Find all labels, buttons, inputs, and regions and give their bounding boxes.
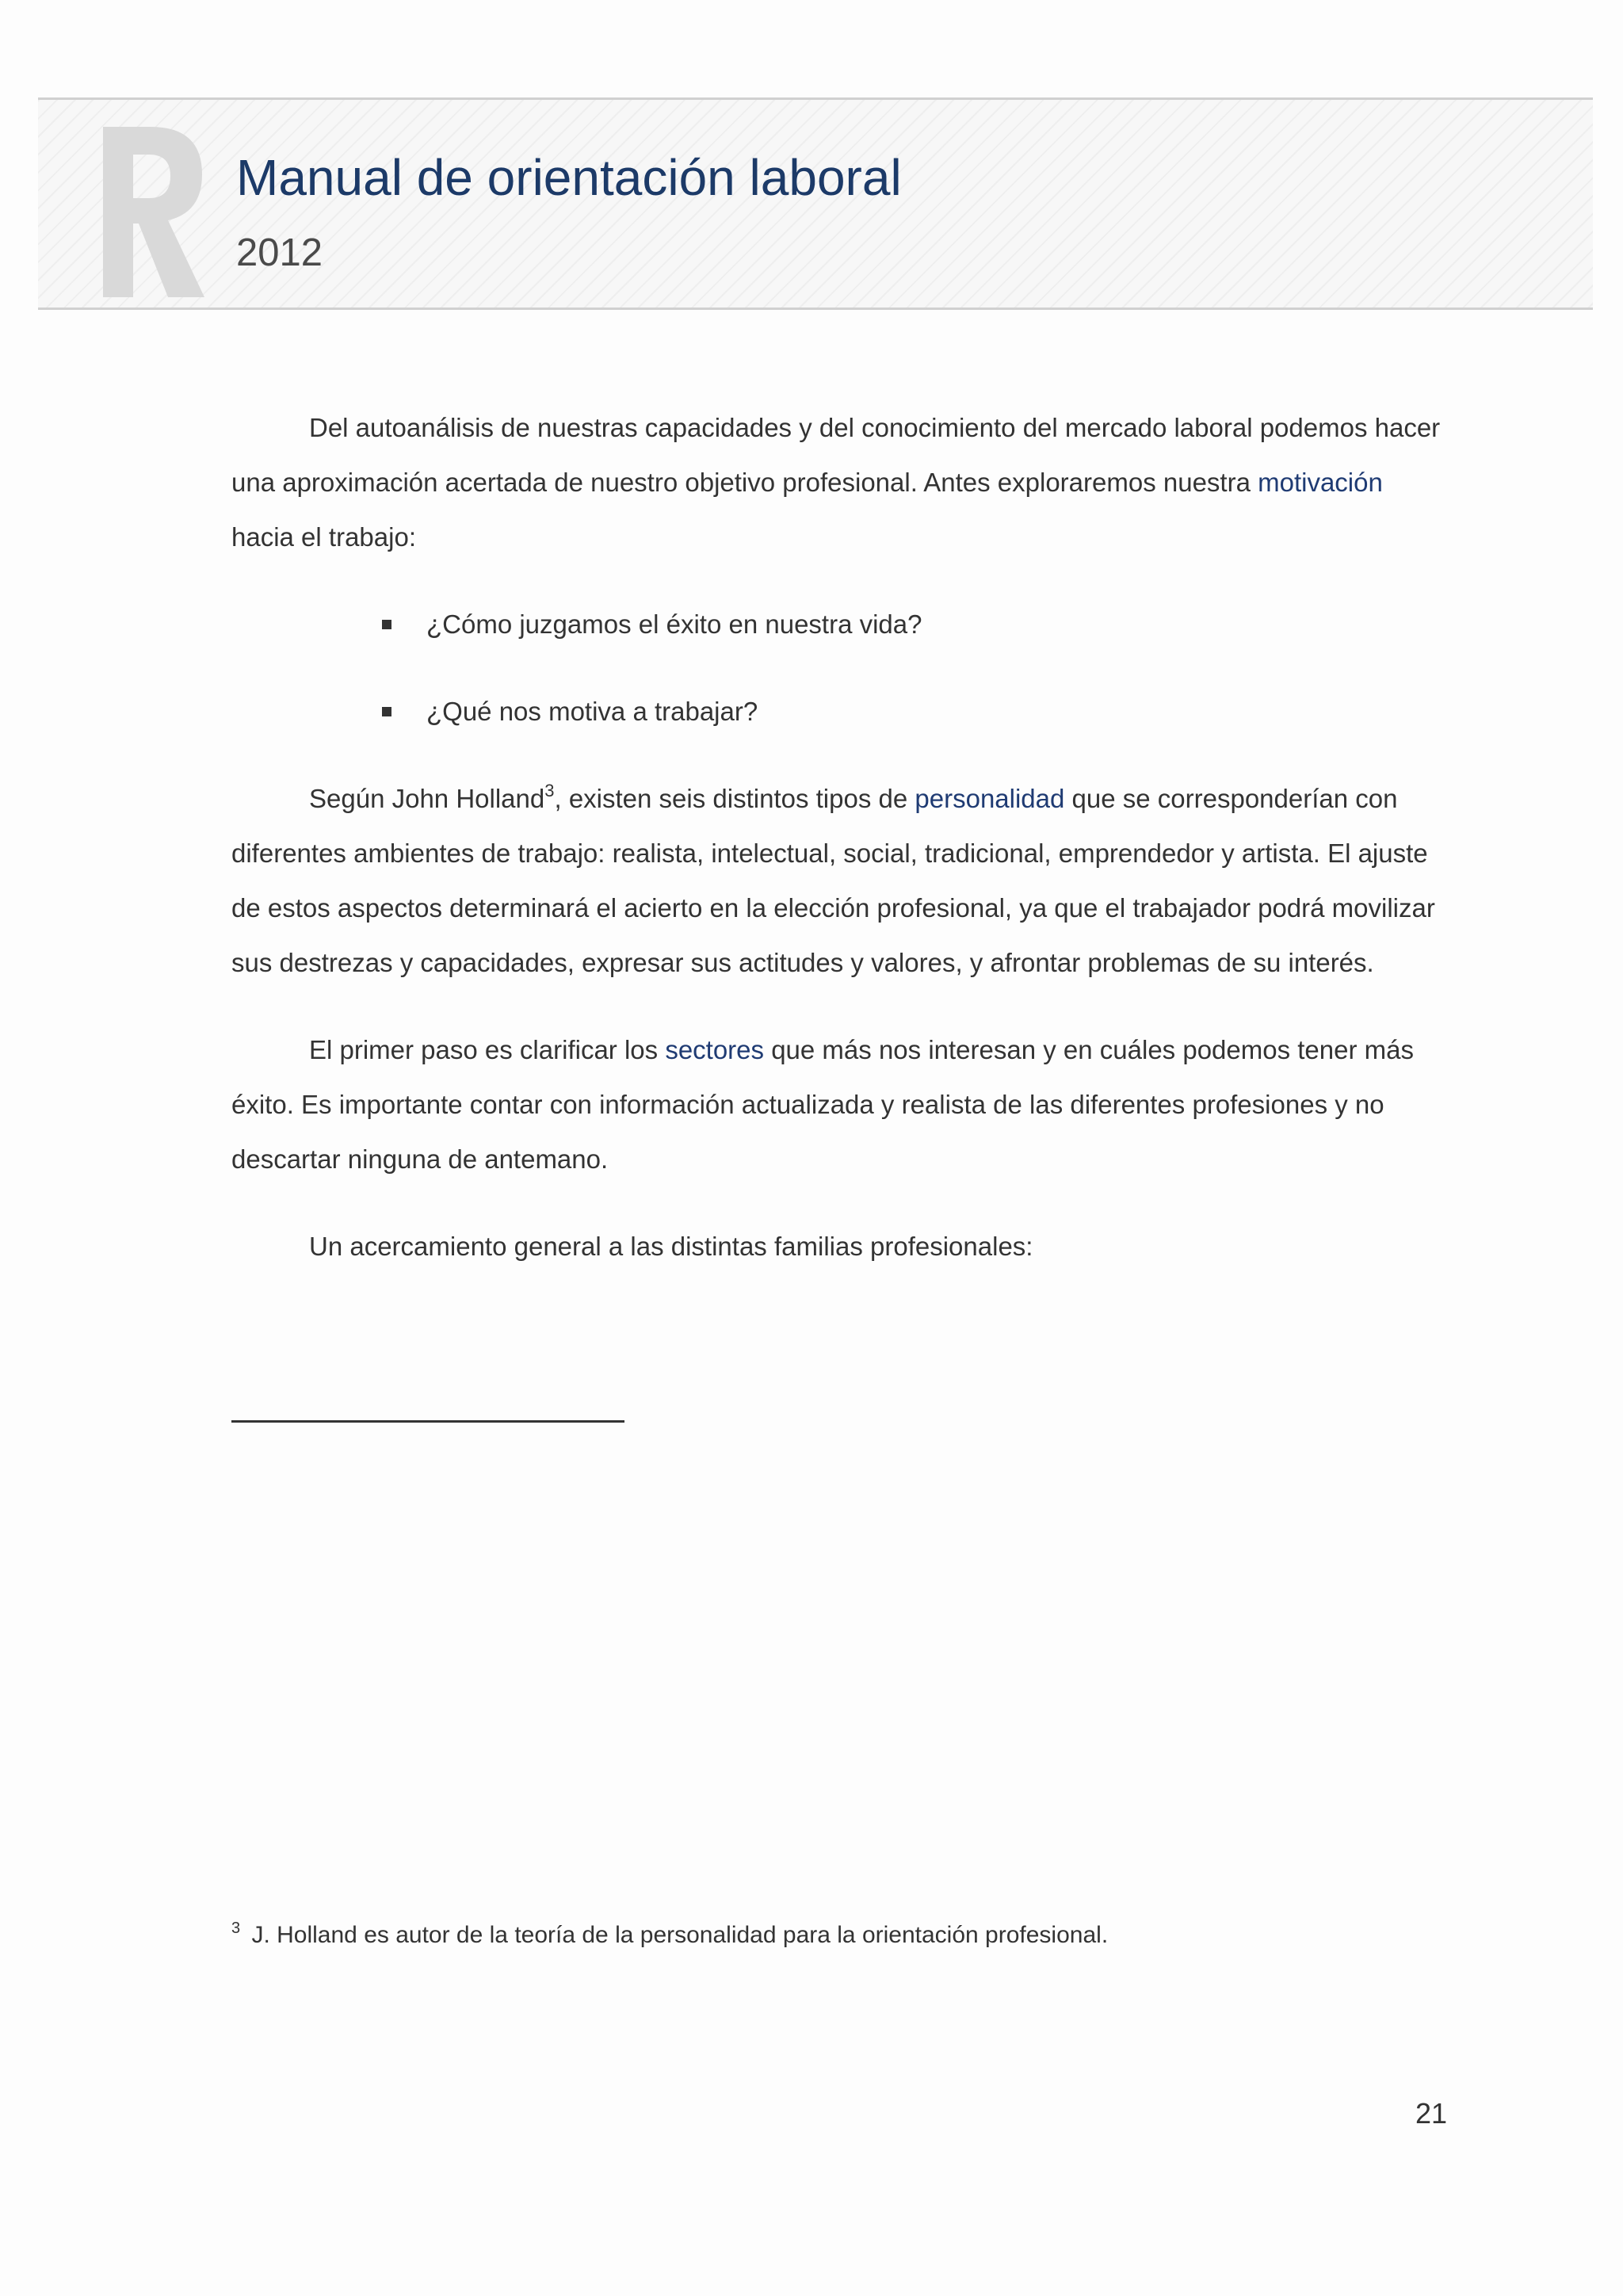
list-item [231, 684, 1447, 739]
link-sectores[interactable]: sectores [665, 1035, 765, 1064]
document-title: Manual de orientación laboral [236, 149, 902, 206]
list-item-text: ¿Qué nos motiva a trabajar? [426, 697, 758, 726]
paragraph-text: Según John Holland [309, 784, 545, 813]
paragraph-text: que más nos interesan y en cuáles podemos tener más éxito. Es importante contar con información actualizada y realista de las diferentes profesiones y no descartar ninguna de antemano. [231, 1035, 1414, 1174]
link-personalidad[interactable]: personalidad [915, 784, 1065, 813]
main-content [231, 400, 1447, 1306]
footnote-reference[interactable]: 3 [544, 781, 555, 800]
paragraph-holland [231, 771, 1447, 990]
footnote-text: J. Holland es autor de la teoría de la personalidad para la orientación profesional. [245, 1922, 1109, 1948]
paragraph-sectors [231, 1022, 1447, 1186]
footnote [231, 1918, 1108, 1953]
list-item-text: ¿Cómo juzgamos el éxito en nuestra vida? [426, 609, 922, 639]
paragraph-intro [231, 400, 1447, 564]
question-list [231, 597, 1447, 739]
footnote-separator [231, 1420, 624, 1423]
paragraph-text: Del autoanálisis de nuestras capacidades y del conocimiento del mercado laboral podemos hacer una aproximación acertada de nuestro objetivo profesional. Antes exploraremos nuestra [231, 413, 1441, 497]
paragraph-text: hacia el trabajo: [231, 522, 416, 552]
document-year: 2012 [236, 231, 323, 274]
page-number: 21 [1415, 2097, 1447, 2130]
paragraph-families: Un acercamiento general a las distintas familias profesionales: [309, 1232, 1033, 1261]
list-item [231, 597, 1447, 651]
footnote-number: 3 [231, 1920, 241, 1937]
paragraph-text: , existen seis distintos tipos de [554, 784, 915, 813]
square-bullet-icon [382, 620, 391, 629]
paragraph-text: que se corresponderían con diferentes ambientes de trabajo: realista, intelectual, social, tradicional, emprendedor y artista. El ajuste de estos aspectos determinará el acierto en la elección profesional, ya que el trabajador podrá movilizar sus destrezas y capacidades, expresar sus actitudes y valores, y afrontar problemas de su interés. [231, 784, 1435, 977]
r-letter-watermark-icon [95, 119, 206, 301]
link-motivacion[interactable]: motivación [1258, 468, 1383, 497]
paragraph-text: El primer paso es clarificar los [309, 1035, 666, 1064]
square-bullet-icon [382, 707, 391, 716]
